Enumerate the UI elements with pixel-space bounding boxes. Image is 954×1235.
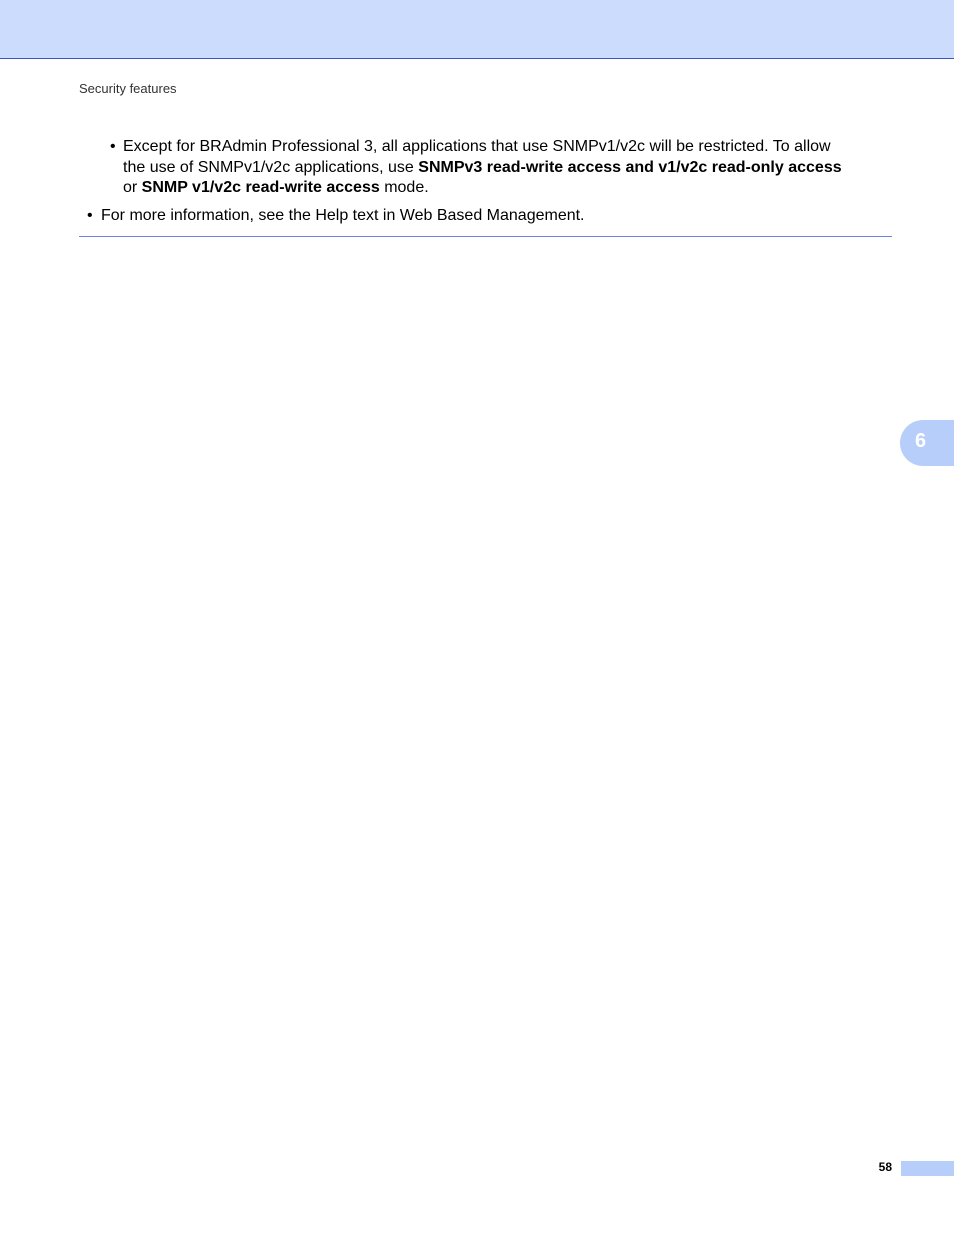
- plain-text: mode.: [379, 179, 429, 196]
- plain-text: or: [123, 179, 142, 196]
- chapter-number: 6: [915, 430, 927, 452]
- bold-mode-name: SNMPv3 read-write access and v1/v2c read-only access: [418, 158, 842, 176]
- bullet-line: [123, 178, 895, 199]
- page-number: 58: [878, 1160, 892, 1174]
- bold-mode-name: SNMP v1/v2c read-write access: [141, 179, 380, 196]
- running-head: Security features: [79, 81, 177, 96]
- plain-text: the use of SNMPv1/v2c applications, use: [123, 158, 419, 176]
- bullet-line: [123, 158, 895, 179]
- bullet-text: [123, 137, 895, 199]
- header-band: [0, 0, 954, 59]
- page-number-bar: [901, 1161, 954, 1176]
- bullet-text: For more information, see the Help text in Web Based Management.: [101, 207, 585, 224]
- bullet-marker: •: [110, 138, 116, 155]
- bullet-marker: •: [87, 207, 93, 224]
- section-divider: [79, 236, 892, 237]
- bullet-line: Except for BRAdmin Professional 3, all applications that use SNMPv1/v2c will be restricted. To allow: [123, 138, 831, 155]
- chapter-tab: [900, 420, 954, 466]
